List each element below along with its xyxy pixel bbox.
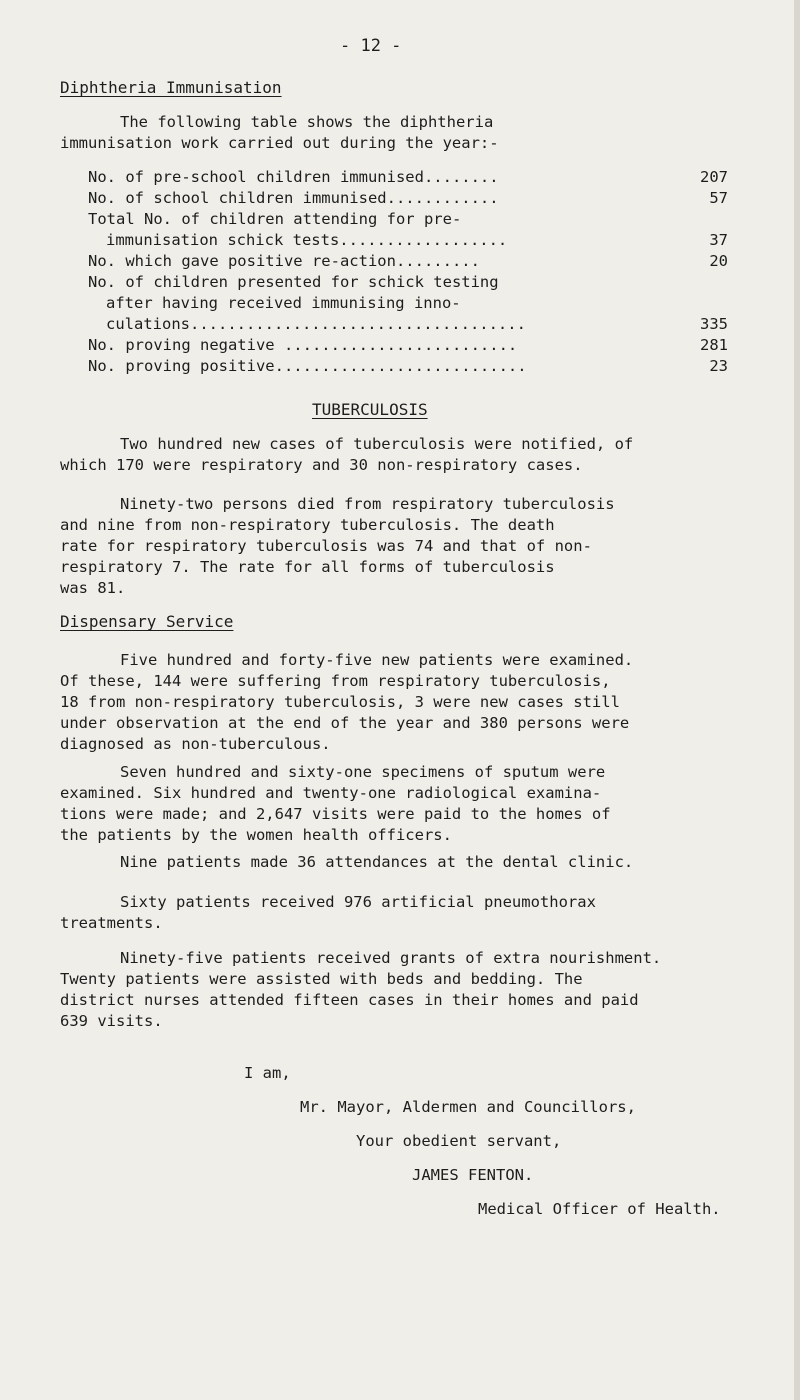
paragraph-line: Of these, 144 were suffering from respiratory tuberculosis,	[60, 672, 611, 690]
paragraph-line: treatments.	[60, 914, 163, 932]
tuberculosis-heading: TUBERCULOSIS	[312, 400, 428, 419]
row-label: immunisation schick tests..................	[106, 231, 508, 249]
row-label: No. proving negative .........................	[88, 336, 518, 354]
paragraph-line: the patients by the women health officers.	[60, 826, 452, 844]
dispensary-paragraph-4	[60, 892, 780, 934]
tb-paragraph-2	[60, 494, 780, 599]
closing-servant: Your obedient servant,	[356, 1132, 562, 1150]
table-row	[88, 168, 728, 189]
table-row	[88, 336, 728, 357]
row-label: No. which gave positive re-action.........	[88, 252, 480, 270]
page-edge	[794, 0, 800, 1400]
paragraph-line: rate for respiratory tuberculosis was 74 and that of non-	[60, 537, 592, 555]
paragraph-line: diagnosed as non-tuberculous.	[60, 735, 331, 753]
table-row	[88, 294, 728, 315]
row-value: 23	[709, 357, 728, 375]
row-label: No. of pre-school children immunised........	[88, 168, 499, 186]
paragraph-line: under observation at the end of the year and 380 persons were	[60, 714, 630, 732]
dispensary-paragraph-1	[60, 650, 780, 755]
paragraph-line: Sixty patients received 976 artificial pneumothorax	[120, 893, 596, 911]
paragraph-line: Twenty patients were assisted with beds and bedding. The	[60, 970, 583, 988]
paragraph-line: Five hundred and forty-five new patients were examined.	[120, 651, 634, 669]
table-row	[88, 252, 728, 273]
closing-address: Mr. Mayor, Aldermen and Councillors,	[300, 1098, 636, 1116]
paragraph-line: was 81.	[60, 579, 126, 597]
row-label: culations....................................	[106, 315, 526, 333]
signatory-title: Medical Officer of Health.	[478, 1200, 721, 1218]
table-row	[88, 273, 728, 294]
paragraph-line: Seven hundred and sixty-one specimens of sputum were	[120, 763, 606, 781]
dispensary-paragraph-3	[60, 852, 780, 873]
intro-line: immunisation work carried out during the year:-	[60, 134, 499, 152]
row-value: 281	[700, 336, 728, 354]
dispensary-paragraph-2	[60, 762, 780, 846]
diphtheria-intro	[60, 112, 780, 154]
paragraph-line: which 170 were respiratory and 30 non-respiratory cases.	[60, 456, 583, 474]
paragraph-line: Ninety-five patients received grants of extra nourishment.	[120, 949, 662, 967]
row-label: No. proving positive...........................	[88, 357, 527, 375]
row-value: 335	[700, 315, 728, 333]
row-label: after having received immunising inno-	[106, 294, 461, 312]
row-label: No. of school children immunised............	[88, 189, 499, 207]
paragraph-line: tions were made; and 2,647 visits were paid to the homes of	[60, 805, 611, 823]
table-row	[88, 315, 728, 336]
paragraph-line: examined. Six hundred and twenty-one radiological examina-	[60, 784, 602, 802]
table-row	[88, 189, 728, 210]
row-value: 37	[709, 231, 728, 249]
table-row	[88, 357, 728, 378]
paragraph-line: Ninety-two persons died from respiratory tuberculosis	[120, 495, 615, 513]
row-value: 57	[709, 189, 728, 207]
intro-line: The following table shows the diphtheria	[120, 113, 494, 131]
signatory-name: JAMES FENTON.	[412, 1166, 534, 1184]
paragraph-line: Nine patients made 36 attendances at the dental clinic.	[120, 853, 634, 871]
dispensary-heading: Dispensary Service	[60, 612, 234, 631]
paragraph-line: and nine from non-respiratory tuberculosis. The death	[60, 516, 555, 534]
closing-salutation: I am,	[244, 1064, 291, 1082]
page-number: - 12 -	[340, 36, 402, 56]
row-label: Total No. of children attending for pre-	[88, 210, 462, 228]
row-label: No. of children presented for schick testing	[88, 273, 499, 291]
tb-paragraph-1	[60, 434, 780, 476]
row-value: 20	[709, 252, 728, 270]
paragraph-line: 639 visits.	[60, 1012, 163, 1030]
paragraph-line: respiratory 7. The rate for all forms of tuberculosis	[60, 558, 555, 576]
table-row	[88, 231, 728, 252]
paragraph-line: district nurses attended fifteen cases in their homes and paid	[60, 991, 639, 1009]
dispensary-paragraph-5	[60, 948, 780, 1032]
table-row	[88, 210, 728, 231]
row-value: 207	[700, 168, 728, 186]
paragraph-line: Two hundred new cases of tuberculosis were notified, of	[120, 435, 634, 453]
diphtheria-heading: Diphtheria Immunisation	[60, 78, 282, 97]
paragraph-line: 18 from non-respiratory tuberculosis, 3 were new cases still	[60, 693, 620, 711]
